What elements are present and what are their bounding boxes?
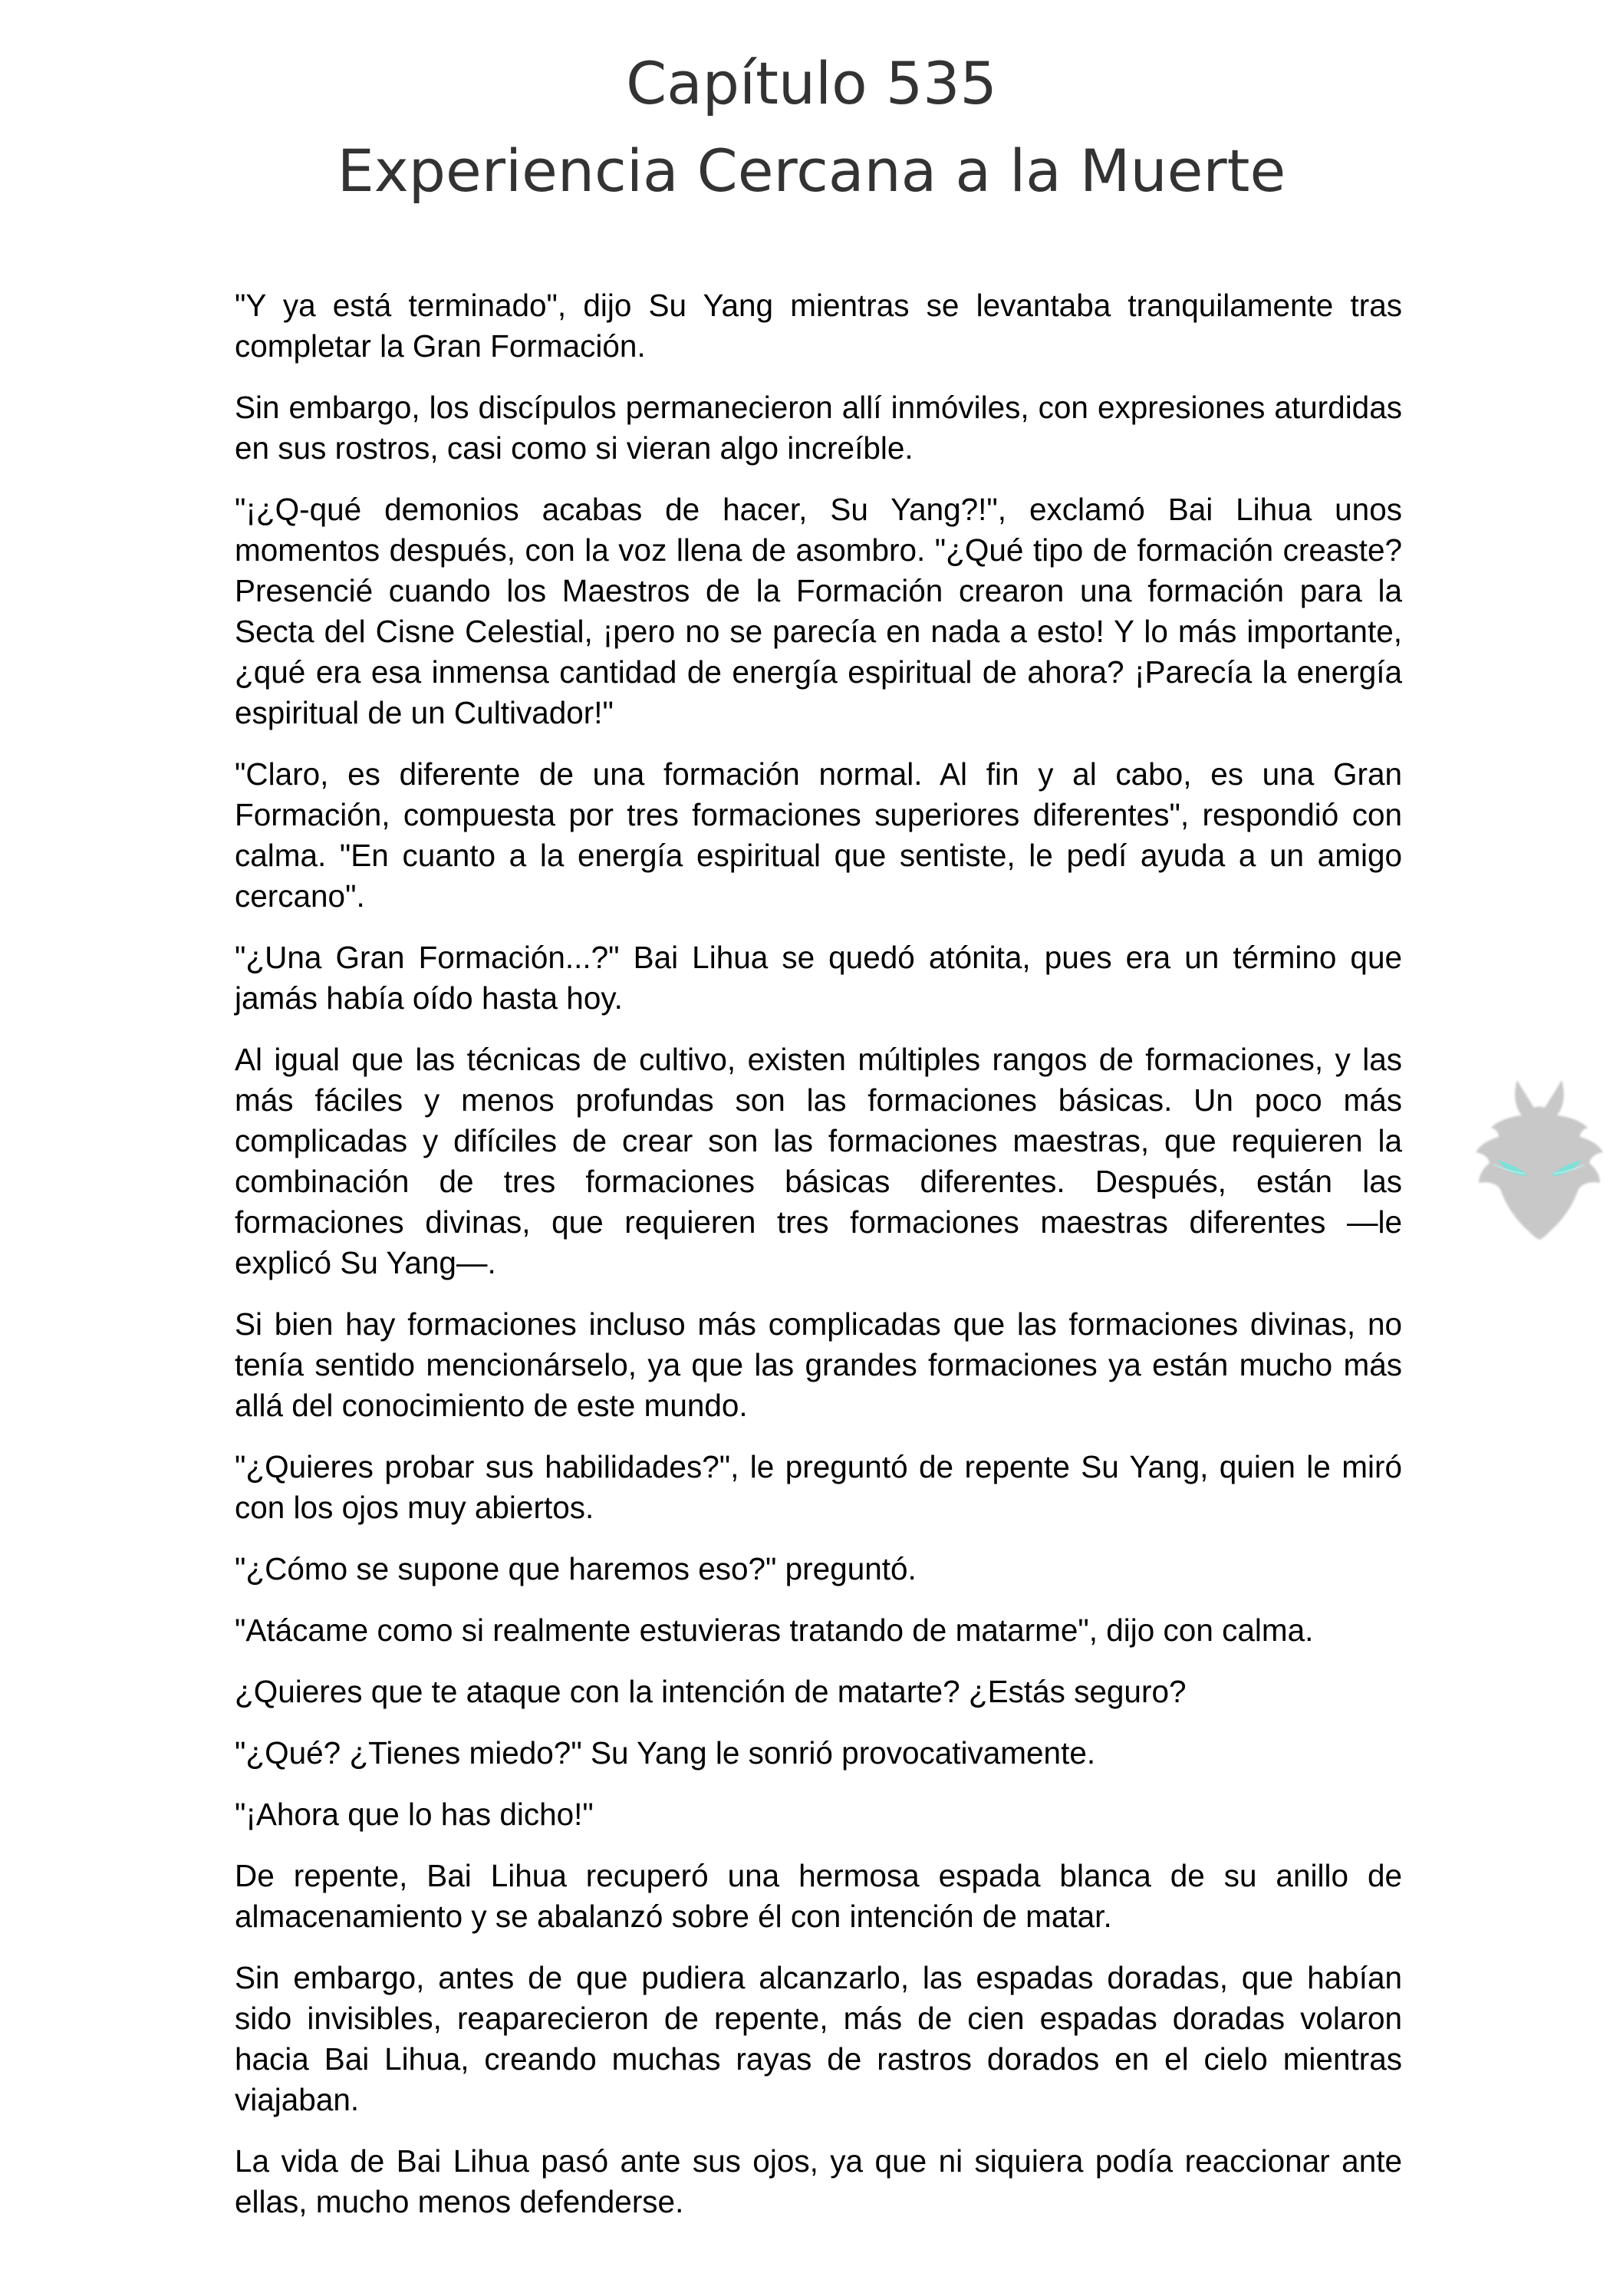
paragraph: La vida de Bai Lihua pasó ante sus ojos, ya que ni siquiera podía reaccionar ante ellas, mucho menos defenderse. [235,2143,1402,2219]
paragraph: "Claro, es diferente de una formación normal. Al fin y al cabo, es una Gran Formación, compuesta por tres formaciones superiores diferentes", respondió con calma. "En cuanto a la energía espiritual que sentiste, le pedí ayuda a un amigo cercano". [235,756,1402,914]
chapter-heading [0,40,1623,215]
paragraph: ¿Quieres que te ataque con la intención de matarte? ¿Estás seguro? [235,1674,1187,1709]
paragraph: "Atácame como si realmente estuvieras tratando de matarme", dijo con calma. [235,1612,1314,1648]
chapter-body [235,285,1402,2243]
chapter-title: Experiencia Cercana a la Muerte [337,137,1286,205]
paragraph: "¿Cómo se supone que haremos eso?" preguntó. [235,1551,917,1586]
paragraph: Sin embargo, los discípulos permanecieron allí inmóviles, con expresiones aturdidas en sus rostros, casi como si vieran algo increíble. [235,390,1402,466]
chapter-number: Capítulo 535 [626,49,997,117]
paragraph: Si bien hay formaciones incluso más complicadas que las formaciones divinas, no tenía sentido mencionárselo, ya que las grandes formaciones ya están mucho más allá del conocimiento de este mundo. [235,1306,1402,1423]
paragraph: Sin embargo, antes de que pudiera alcanzarlo, las espadas doradas, que habían sido invisibles, reaparecieron de repente, más de cien espadas doradas volaron hacia Bai Lihua, creando muchas rayas de rastros dorados en el cielo mientras viajaban. [235,1960,1402,2117]
paragraph: "¿Quieres probar sus habilidades?", le preguntó de repente Su Yang, quien le miró con los ojos muy abiertos. [235,1449,1402,1525]
paragraph: "¿Qué? ¿Tienes miedo?" Su Yang le sonrió provocativamente. [235,1735,1096,1771]
paragraph: "¡¿Q-qué demonios acabas de hacer, Su Yang?!", exclamó Bai Lihua unos momentos después, con la voz llena de asombro. "¿Qué tipo de formación creaste? Presencié cuando los Maestros de la Formación crearon una formación para la Secta del Cisne Celestial, ¡pero no se parecía en nada a esto! Y lo más importante, ¿qué era esa inmensa cantidad de energía espiritual de ahora? ¡Parecía la energía espiritual de un Cultivador!" [235,492,1402,730]
paragraph: "¿Una Gran Formación...?" Bai Lihua se quedó atónita, pues era un término que jamás había oído hasta hoy. [235,940,1402,1016]
paragraph: De repente, Bai Lihua recuperó una hermosa espada blanca de su anillo de almacenamiento y se abalanzó sobre él con intención de matar. [235,1858,1402,1934]
demon-head-icon [1471,1074,1608,1241]
paragraph: "¡Ahora que lo has dicho!" [235,1797,594,1832]
paragraph: "Y ya está terminado", dijo Su Yang mientras se levantaba tranquilamente tras completar la Gran Formación. [235,288,1402,364]
paragraph: Al igual que las técnicas de cultivo, existen múltiples rangos de formaciones, y las más fáciles y menos profundas son las formaciones básicas. Un poco más complicadas y difíciles de crear son las formaciones maestras, que requieren la combinación de tres formaciones básicas diferentes. Después, están las formaciones divinas, que requieren tres formaciones maestras diferentes —le explicó Su Yang—. [235,1042,1402,1280]
